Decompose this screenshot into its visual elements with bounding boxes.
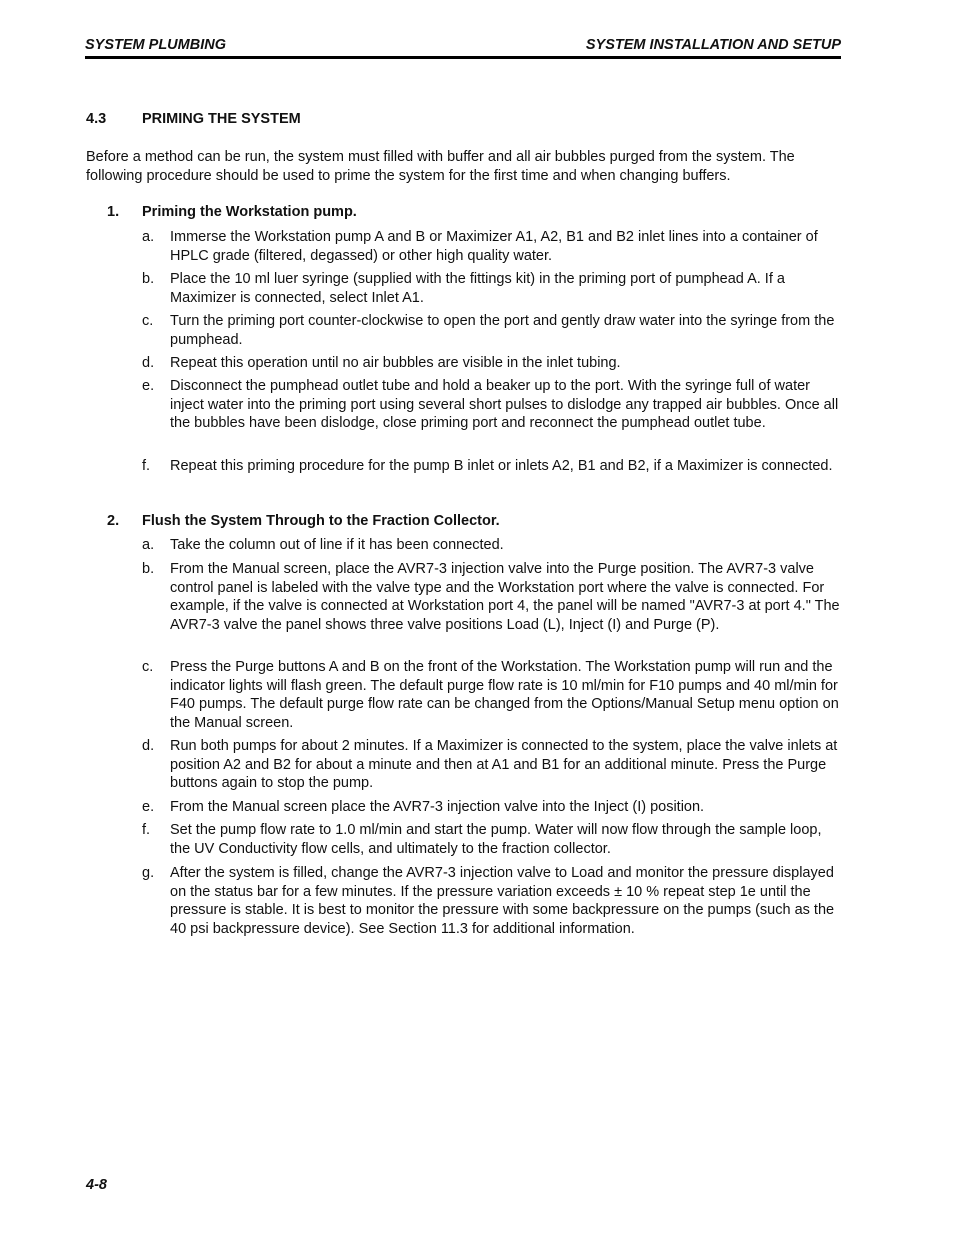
item-text: Immerse the Workstation pump A and B or Maximizer A1, A2, B1 and B2 inlet lines into a container of HPLC grade (filtered, degassed) or other high quality water. [170,229,818,264]
item-letter: c. [142,313,154,329]
item-text: Disconnect the pumphead outlet tube and hold a beaker up to the port. With the syringe full of water inject water into the priming port using several short pulses to dislodge any trapped air bubbles. Once all the bubbles have been dislodge, close priming port and reconnect the pumphead outlet tube. [170,378,839,431]
item-text: Take the column out of line if it has been connected. [170,537,504,553]
section-title: PRIMING THE SYSTEM [142,111,301,127]
section-number: 4.3 [86,111,107,127]
section-intro: Before a method can be run, the system must filled with buffer and all air bubbles purged from the system. The following procedure should be used to prime the system for the first time and when changing buffers. [86,149,795,184]
item-letter: d. [142,355,155,371]
item-letter: c. [142,659,154,675]
step-title: Flush the System Through to the Fraction Collector. [142,513,500,529]
item-text: Turn the priming port counter-clockwise to open the port and gently draw water into the syringe from the pumphead. [170,313,835,348]
item-text: Run both pumps for about 2 minutes. If a Maximizer is connected to the system, place the valve inlets at position A2 and B2 for about a minute and then at A1 and B1 for an additional minute. Press the Purge buttons again to stop the pump. [170,738,838,791]
item-letter: e. [142,378,155,394]
item-text: Place the 10 ml luer syringe (supplied with the fittings kit) in the priming port of pumphead A. If a Maximizer is connected, select Inlet A1. [170,271,785,306]
item-text: Set the pump flow rate to 1.0 ml/min and start the pump. Water will now flow through the sample loop, the UV Conductivity flow cells, and ultimately to the fraction collector. [170,822,822,857]
step-number: 2. [107,513,120,529]
item-letter: a. [142,229,155,245]
item-letter: f. [142,458,151,474]
item-letter: d. [142,738,155,754]
item-text: From the Manual screen, place the AVR7-3 injection valve into the Purge position. The AVR7-3 valve control panel is labeled with the valve type and the Workstation port where the valve is connected. For example, if the valve is connected at Workstation port 4, the panel will be named "AVR7-3 at port 4." The AVR7-3 valve the panel shows three valve positions Load (L), Inject (I) and Purge (P). [170,561,840,633]
item-text: Repeat this priming procedure for the pump B inlet or inlets A2, B1 and B2, if a Maximizer is connected. [170,458,833,474]
item-letter: a. [142,537,155,553]
header-right: SYSTEM INSTALLATION AND SETUP [585,37,841,53]
item-letter: g. [142,865,155,881]
item-text: From the Manual screen place the AVR7-3 injection valve into the Inject (I) position. [170,799,705,815]
page-number: 4-8 [86,1177,107,1193]
item-text: After the system is filled, change the AVR7-3 injection valve to Load and monitor the pressure displayed on the status bar for a few minutes. If the pressure variation exceeds ± 10 % repeat step 1e until the pressure is stable. It is best to monitor the pressure with some backpressure on the pumps (such as the 40 psi backpressure device). See Section 11.3 for additional information. [170,865,835,937]
page-header [85,36,841,59]
item-letter: b. [142,561,155,577]
header-left: SYSTEM PLUMBING [85,37,226,53]
item-text: Repeat this operation until no air bubbles are visible in the inlet tubing. [170,355,621,371]
item-text: Press the Purge buttons A and B on the front of the Workstation. The Workstation pump will run and the indicator lights will flash green. The default purge flow rate is 10 ml/min for F10 pumps and 40 ml/min for F40 pumps. The default purge flow rate can be changed from the Options/Manual Setup menu option on the Manual screen. [170,659,839,731]
item-letter: f. [142,822,151,838]
step-title: Priming the Workstation pump. [142,204,357,220]
item-letter: b. [142,271,155,287]
item-letter: e. [142,799,155,815]
step-number: 1. [107,204,120,220]
